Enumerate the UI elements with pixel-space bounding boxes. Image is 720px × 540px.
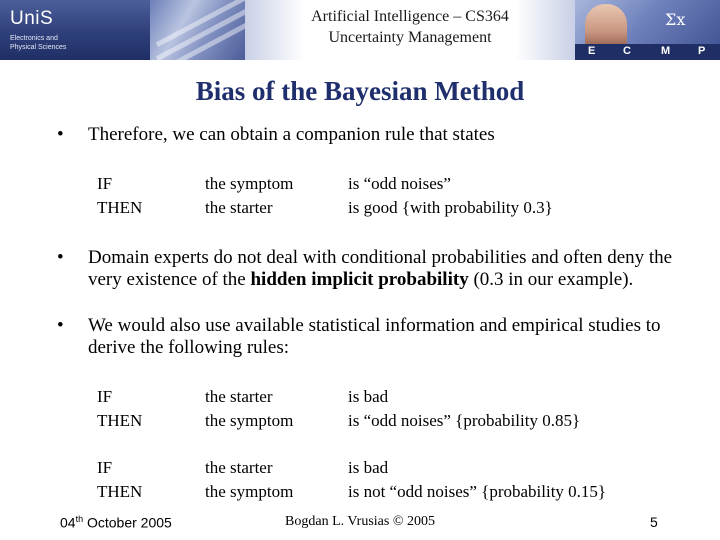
bullet-text: Domain experts do not deal with conditional probabilities and often deny the very existence of the hidden implicit probability (0.3 in our example).: [88, 247, 673, 290]
rule-subjects: the symptom the starter: [205, 174, 294, 217]
rule-predicates: is bad is not “odd noises” {probability 0.15}: [348, 458, 607, 501]
department-letters: [575, 44, 720, 60]
logo-text: UniS: [10, 8, 54, 29]
rule-subjects: the starter the symptom: [205, 387, 294, 430]
emphasis-text: hidden implicit probability: [250, 269, 469, 290]
bullet-text: Therefore, we can obtain a companion rule that states: [88, 124, 495, 145]
course-title-area: [245, 0, 575, 60]
course-subtitle: Uncertainty Management: [328, 29, 492, 46]
bullet-icon: •: [57, 124, 64, 145]
page-number: 5: [650, 514, 658, 530]
slide-title: Bias of the Bayesian Method: [195, 76, 525, 106]
building-photo: [150, 0, 245, 60]
bullet-icon: •: [57, 247, 64, 268]
bullet-icon: •: [57, 315, 64, 336]
sigma-icon: Σx: [665, 10, 686, 29]
header-banner: [0, 0, 720, 60]
rule-keywords: IF THEN: [97, 458, 143, 501]
bullet-text: We would also use available statistical information and empirical studies to derive the following rules:: [88, 315, 661, 358]
rule-predicates: is “odd noises” is good {with probability 0.3}: [348, 174, 553, 217]
footer-author: Bogdan L. Vrusias © 2005: [285, 514, 435, 529]
rule-keywords: IF THEN: [97, 174, 143, 217]
dept-letter: E: [588, 45, 596, 57]
dept-letter: P: [698, 45, 706, 57]
dept-letter: C: [623, 45, 631, 57]
logo-subtitle: Electronics and Physical Sciences: [10, 35, 67, 51]
university-logo: [0, 0, 150, 60]
dept-letter: M: [661, 45, 671, 57]
course-title: Artificial Intelligence – CS364: [311, 8, 509, 25]
footer-date: 04th October 2005: [60, 514, 172, 531]
rule-keywords: IF THEN: [97, 387, 143, 430]
rule-predicates: is bad is “odd noises” {probability 0.85}: [348, 387, 581, 430]
rule-subjects: the starter the symptom: [205, 458, 294, 501]
